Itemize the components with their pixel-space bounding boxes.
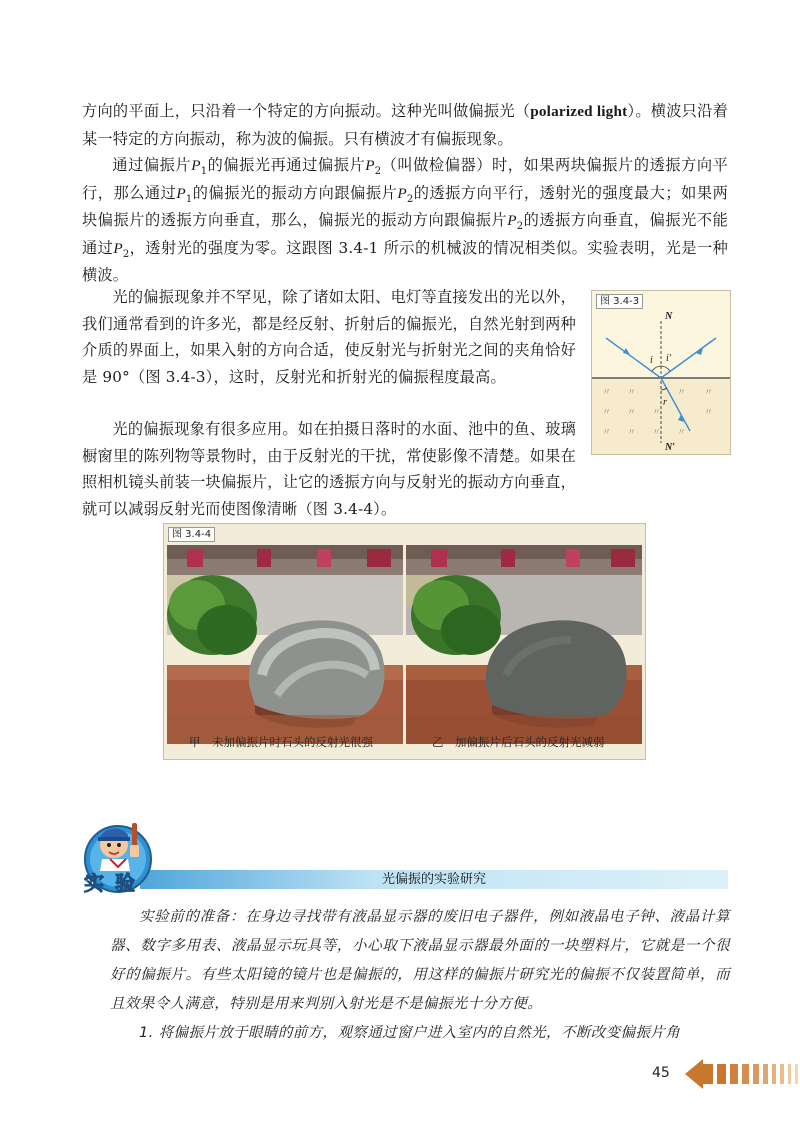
symbol-P: P xyxy=(176,184,186,202)
svg-text:〃: 〃 xyxy=(602,408,612,418)
text-run: 的透振方向平行，透射光的强度最大；如果两块偏振片的透振方向垂直，那么，偏振光的振动方向跟偏振片 xyxy=(82,183,729,229)
svg-text:〃: 〃 xyxy=(704,388,714,398)
photo-scene xyxy=(406,545,642,744)
text-run: 的偏振光的振动方向跟偏振片 xyxy=(192,183,398,202)
svg-text:〃: 〃 xyxy=(652,408,662,418)
experiment-preparation: 实验前的准备：在身边寻找带有液晶显示器的废旧电子器件，例如液晶电子钟、液晶计算器、数字多用表、液晶显示玩具等，小心取下液晶显示器最外面的一块塑料片，它就是一个很好的偏振片。有些太阳镜的镜片也是偏振的，用这样的偏振片研究光的偏振不仅装置简单，而且效果令人满意，特别是用来判别入射光是不是偏振光十分方便。 xyxy=(110,909,730,1012)
experiment-title: 光偏振的实验研究 xyxy=(381,872,486,887)
term-polarized-light: polarized light xyxy=(530,103,628,120)
paragraph-polarizer-analyzer xyxy=(82,152,728,289)
experiment-badge xyxy=(78,815,158,895)
label-N: N xyxy=(665,311,673,322)
symbol-P: P xyxy=(365,157,375,174)
paragraph-polarized-light xyxy=(82,98,728,152)
photo-without-polarizer xyxy=(167,545,403,744)
paragraph-applications: 光的偏振现象有很多应用。如在拍摄日落时的水面、池中的鱼、玻璃橱窗里的陈列物等景物时，由于反射光的干扰，常使影像不清楚。如果在照相机镜头前装一块偏振片，让它的透振方向与反射光的振动方向垂直，就可以减弱反射光而使图像清晰（图 3.4-4）。 xyxy=(82,420,576,518)
subscript: 1 xyxy=(200,166,208,178)
svg-text:〃: 〃 xyxy=(652,428,662,438)
svg-text:〃: 〃 xyxy=(602,428,612,438)
svg-text:〃: 〃 xyxy=(602,388,612,398)
subscript: 2 xyxy=(122,248,130,260)
symbol-P: P xyxy=(191,157,201,174)
reflection-refraction-diagram xyxy=(592,291,730,454)
label-N-prime: N′ xyxy=(665,442,676,453)
experiment-badge-label: 实 验 xyxy=(84,871,137,895)
angle-arc-i2 xyxy=(661,366,670,371)
text-run: （叫做检偏器）时，如果两块偏振片的透振方向平行，那么通过 xyxy=(82,156,729,202)
subscript: 2 xyxy=(374,166,382,178)
photo-scene xyxy=(167,545,403,744)
figure-tag: 图 3.4-3 xyxy=(596,294,643,309)
text-run: 的偏振光再通过偏振片 xyxy=(207,156,366,174)
svg-text:〃: 〃 xyxy=(677,428,687,438)
page-number: 45 xyxy=(652,1065,670,1081)
photo-with-polarizer xyxy=(406,545,642,744)
svg-text:〃: 〃 xyxy=(627,408,637,418)
subscript: 2 xyxy=(406,193,414,205)
figure-tag: 图 3.4-4 xyxy=(168,527,215,542)
text-run: ）。横波只沿着某一特定的方向振动，称为波的偏振。只有横波才有偏振现象。 xyxy=(82,102,728,148)
angle-arc-i xyxy=(652,366,661,371)
paragraph-reflection-polarization: 光的偏振现象并不罕见，除了诸如太阳、电灯等直接发出的光以外，我们通常看到的许多光，都是经反射、折射后的偏振光，自然光射到两种介质的界面上，如果入射的方向合适，使反射光与折射光之间的夹角恰好是 90°（图 3.4-3），这时，反射光和折射光的偏振程度最高。 xyxy=(82,288,576,386)
page-arrow-decoration xyxy=(685,1057,800,1091)
label-i: i xyxy=(650,355,653,366)
figure-3-4-4 xyxy=(163,523,646,760)
incident-arrow xyxy=(623,348,630,355)
figure-3-4-3 xyxy=(591,290,731,455)
svg-text:〃: 〃 xyxy=(704,408,714,418)
experiment-step-1: 1. 将偏振片放于眼睛的前方，观察通过窗户进入室内的自然光，不断改变偏振片角 xyxy=(139,1025,681,1041)
symbol-P: P xyxy=(113,239,123,257)
text-run: 方向的平面上，只沿着一个特定的方向振动。这种光叫做偏振光（ xyxy=(82,102,531,120)
svg-text:〃: 〃 xyxy=(627,388,637,398)
label-r: r xyxy=(663,397,667,408)
caption-left: 甲 未加偏振片时石头的反射光很强 xyxy=(189,735,373,749)
subscript: 1 xyxy=(185,193,193,205)
text-run: 的透振方向垂直，偏振光不能通过 xyxy=(82,211,728,257)
caption-right: 乙 加偏振片后石头的反射光减弱 xyxy=(432,735,605,749)
symbol-P: P xyxy=(507,212,517,229)
subscript: 2 xyxy=(516,221,524,233)
text-run: ，透射光的强度为零。这跟图 3.4-1 所示的机械波的情况相类似。实验表明，光是一种横波。 xyxy=(82,238,728,284)
svg-text:〃: 〃 xyxy=(677,388,687,398)
svg-text:〃: 〃 xyxy=(627,428,637,438)
label-i-prime: i′ xyxy=(666,353,671,364)
text-run: 通过偏振片 xyxy=(112,156,192,174)
symbol-P: P xyxy=(397,184,407,202)
